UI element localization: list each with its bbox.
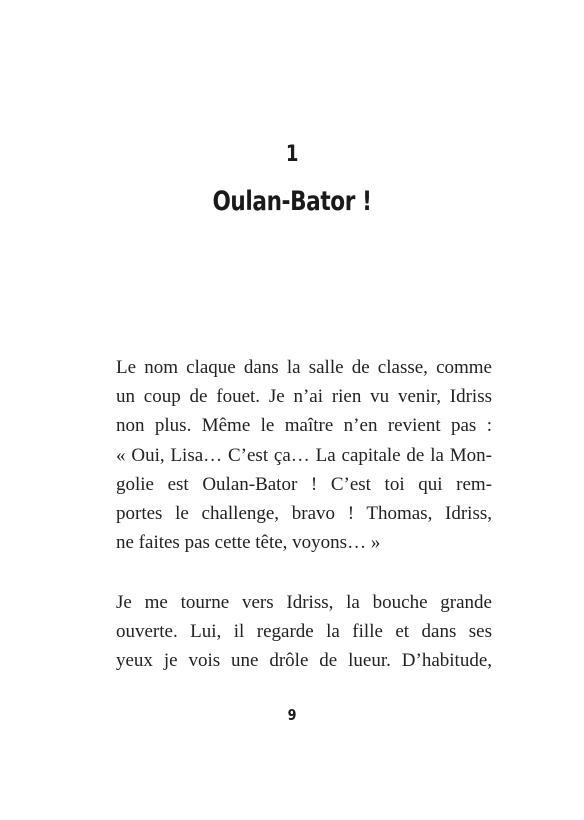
chapter-title: Oulan-Bator !	[212, 186, 372, 217]
paragraph-2	[116, 588, 492, 676]
text-line: « Oui, Lisa… C’est ça… La capitale de la Mon-	[116, 444, 492, 466]
text-line: golie est Oulan-Bator ! C’est toi qui rem-	[116, 473, 492, 495]
text-line: ouverte. Lui, il regarde la fille et dans ses	[116, 621, 492, 643]
chapter-number: 1	[285, 142, 299, 167]
text-line: non plus. Même le maître n’en revient pas :	[116, 415, 492, 437]
paragraph-1	[116, 353, 492, 557]
page-number: 9	[287, 706, 297, 724]
text-line: portes le challenge, bravo ! Thomas, Idriss,	[116, 503, 492, 525]
text-line: Je me tourne vers Idriss, la bouche grande	[116, 592, 492, 613]
text-line: ne faites pas cette tête, voyons… »	[116, 532, 381, 554]
text-line: Le nom claque dans la salle de classe, comme	[116, 357, 492, 378]
text-line: un coup de fouet. Je n’ai rien vu venir, Idriss	[116, 386, 492, 408]
text-line: yeux je vois une drôle de lueur. D’habitude,	[116, 650, 492, 672]
